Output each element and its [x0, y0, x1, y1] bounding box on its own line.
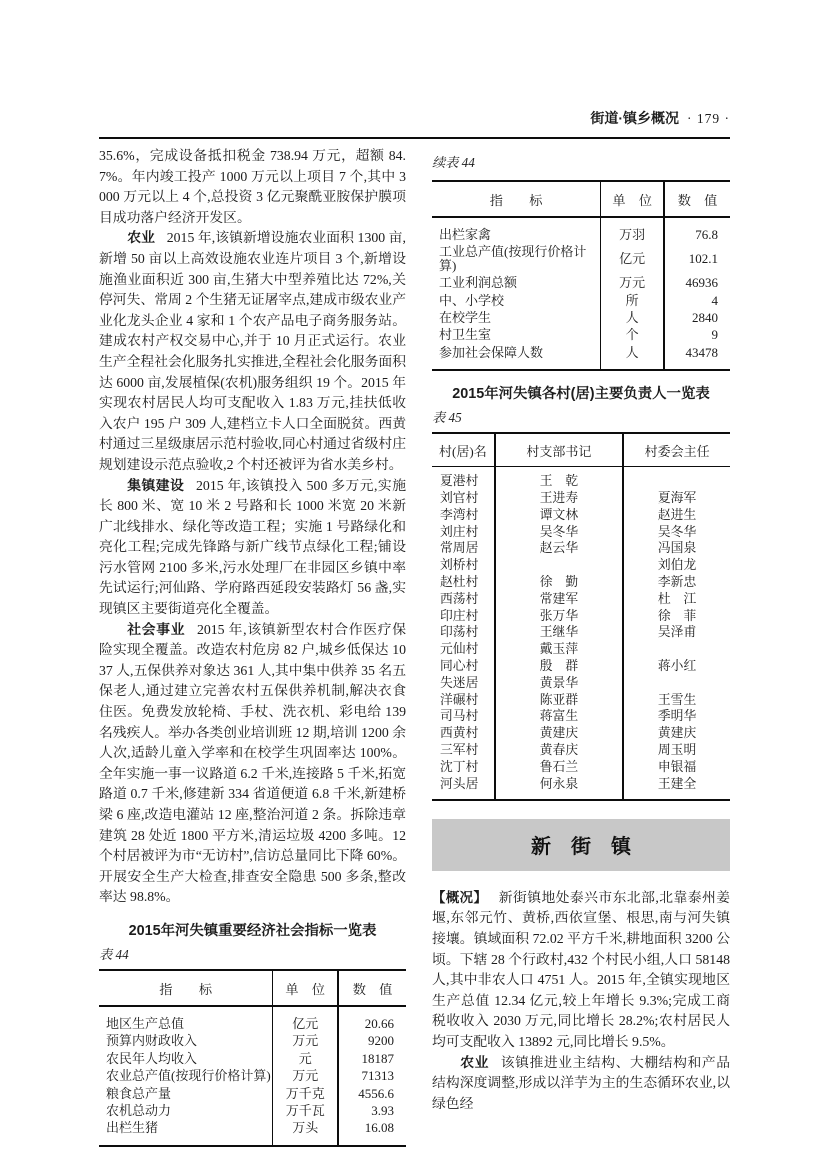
table-cell: 76.8: [695, 227, 718, 242]
table-cell: 9200: [368, 1033, 394, 1049]
table-cell: 李新忠: [657, 575, 697, 590]
table-cell: 刘伯龙: [657, 558, 697, 573]
table-header-row: [432, 433, 730, 467]
table-cell: 吴泽甫: [657, 625, 697, 640]
table-header: [432, 181, 730, 217]
table-cell: 黄建庆: [495, 725, 623, 742]
table-cell: 18187: [361, 1050, 394, 1066]
table-cell: 徐 菲: [657, 608, 697, 623]
table-cell: 常建军: [495, 591, 623, 608]
table-cell: 参加社会保障人数: [432, 344, 601, 370]
table-cell: 71313: [361, 1068, 394, 1084]
table-44-caption: 表 44: [99, 946, 129, 962]
table-cell: 4556.6: [358, 1085, 394, 1101]
table-cell: 46936: [685, 275, 718, 291]
column-header-unit: 单 位: [273, 970, 338, 1006]
table-cell: 何永泉: [495, 776, 623, 800]
page-header: [99, 108, 730, 139]
table-row: [432, 658, 730, 675]
table-cell: 20.66: [364, 1015, 394, 1031]
table-cell: 预算内财政收入: [99, 1032, 273, 1049]
table-row: [432, 742, 730, 759]
table-cell: 万头: [273, 1119, 338, 1145]
table-cell: 刘桥村: [432, 557, 495, 574]
table-row: [99, 1050, 406, 1067]
table-45-caption: 表 45: [432, 410, 462, 426]
paragraph-label: 集镇建设: [127, 477, 185, 493]
table-header-row: [99, 970, 406, 1006]
table-cell: 农民年人均收入: [99, 1050, 273, 1067]
table-cell: 杜 江: [657, 591, 697, 606]
table-cell: 102.1: [688, 251, 718, 267]
table-row: [432, 326, 730, 343]
table-cell: 中、小学校: [432, 292, 601, 309]
table-cell: 冯国泉: [657, 541, 697, 556]
table-cell: 粮食总产量: [99, 1085, 273, 1102]
table-cell: 申银福: [657, 759, 697, 774]
table-cell: 人: [601, 309, 664, 326]
table-44-title: 2015年河失镇重要经济社会指标一览表: [128, 922, 377, 939]
table-row: [99, 1085, 406, 1102]
table-cell: 出栏生猪: [99, 1119, 273, 1145]
paragraph-continuation: [99, 146, 406, 228]
paragraph-agriculture: [99, 228, 406, 475]
table-cell: 西荡村: [432, 591, 495, 608]
table-cell: 李湾村: [432, 507, 495, 524]
table-cell: 夏海军: [657, 491, 697, 506]
paragraph-overview: [432, 888, 730, 1053]
table-cell: 43478: [685, 344, 718, 360]
table-cell: 万千瓦: [273, 1102, 338, 1119]
table-cell: 沈丁村: [432, 759, 495, 776]
right-column: [432, 146, 730, 1147]
table-row: [432, 541, 730, 558]
table-cell: 王继华: [495, 625, 623, 642]
table-cell: 万元: [273, 1067, 338, 1084]
table-cell: 陈亚群: [495, 692, 623, 709]
table-cell: 西黄村: [432, 725, 495, 742]
table-cell: 万元: [601, 274, 664, 291]
table-row: [99, 1067, 406, 1084]
table-44-continued-caption: 续表 44: [432, 155, 475, 170]
table-cell: 河头居: [432, 776, 495, 800]
section-banner-xinjie-town: [432, 819, 730, 871]
table-cell: 出栏家禽: [432, 217, 601, 243]
table-cell: 亿元: [601, 243, 664, 274]
table-cell: 同心村: [432, 658, 495, 675]
page-content: [99, 108, 730, 1147]
table-row: [432, 675, 730, 692]
table-row: [432, 608, 730, 625]
table-row: [99, 1119, 406, 1145]
table-cell: 黄建庆: [657, 726, 697, 741]
table-cell: 黄春庆: [495, 742, 623, 759]
table-cell: 王进寿: [495, 490, 623, 507]
running-head-section: 街道·镇乡概况: [590, 110, 679, 126]
table-cell: 夏港村: [432, 467, 495, 491]
table-row: [432, 641, 730, 658]
paragraph-label: 社会事业: [127, 621, 186, 637]
table-row: [432, 709, 730, 726]
table-cell: 印荡村: [432, 625, 495, 642]
table-cell: 王雪生: [657, 692, 697, 707]
table-cell: 村卫生室: [432, 326, 601, 343]
column-header-committee-director: 村委会主任: [623, 433, 730, 467]
table-cell: 万羽: [601, 217, 664, 243]
paragraph-label: 农业: [127, 230, 156, 246]
table-cell: 地区生产总值: [99, 1006, 273, 1032]
table-cell: 周玉明: [657, 743, 697, 757]
table-row: [432, 759, 730, 776]
table-cell: 个: [601, 326, 664, 343]
table-row: [432, 274, 730, 291]
table-cell: [623, 641, 730, 658]
table-cell: [623, 675, 730, 692]
table-cell: 失迷居: [432, 675, 495, 692]
left-column: [99, 146, 406, 1147]
paragraph-text: 新街镇地处泰兴市东北部,北靠泰州姜堰,东邻元竹、黄桥,西依宣堡、根思,南与河失镇接壤。镇域面积 72.02 平方千米,耕地面积 3200 公顷。下辖 28 个行政村,432 个村民小组,人口 58148 人,其中非农人口 4751 人。2015 年,全镇实现地区生产总值 12.34 亿元,较上年增长 9.3%;完成工商税收收入 2030 万元,同比增长 28.2%;农村居民人均可支配收入 13892 元,同比增长 9.5%。: [432, 889, 731, 1049]
paragraph-text: 35.6%，完成设备抵扣税金 738.94 万元，超额 84.7%。年内竣工投产 1000 万元以上项目 7 个,其中 3000 万元以上 4 个,总投资 3 亿元聚酰亚胺保护膜项目成功落户经济开发区。: [99, 148, 406, 225]
paragraph-agriculture-xinjie: [432, 1053, 730, 1115]
table-row: [99, 1006, 406, 1032]
table-cell: 元: [273, 1050, 338, 1067]
table-header: [432, 433, 730, 467]
table-row: [432, 725, 730, 742]
table-row: [99, 1032, 406, 1049]
table-row: [432, 625, 730, 642]
table-cell: 2840: [692, 310, 718, 326]
column-header-value: 数 值: [664, 181, 730, 217]
paragraph-social-affairs: [99, 620, 406, 908]
table-45: [432, 432, 730, 801]
table-cell: [623, 467, 730, 491]
table-44: [99, 969, 406, 1147]
table-row: [432, 344, 730, 370]
table-cell: 刘官村: [432, 490, 495, 507]
table-row: [432, 557, 730, 574]
section-banner-title: 新 街 镇: [531, 836, 631, 859]
table-header-row: [432, 181, 730, 217]
table-cell: 农机总动力: [99, 1102, 273, 1119]
table-cell: 16.08: [364, 1120, 394, 1136]
column-header-indicator: 指 标: [99, 970, 273, 1006]
table-cell: 蒋富生: [495, 709, 623, 726]
table-row: [432, 776, 730, 800]
table-cell: 洋碾村: [432, 692, 495, 709]
table-cell: 三军村: [432, 742, 495, 759]
table-row: [432, 292, 730, 309]
table-row: [432, 574, 730, 591]
table-cell: 农业总产值(按现行价格计算): [99, 1067, 273, 1084]
table-row: [432, 524, 730, 541]
table-cell: 徐 勤: [495, 574, 623, 591]
table-cell: 赵进生: [657, 507, 697, 522]
column-header-unit: 单 位: [601, 181, 664, 217]
table-cell: 鲁石兰: [495, 759, 623, 776]
column-header-value: 数 值: [338, 970, 406, 1006]
paragraph-text: 2015 年,该镇新型农村合作医疗保险实现全覆盖。改造农村危房 82 户,城乡低保达 1037 人,五保供养对象达 361 人,其中集中供养 35 名五保老人,通过建立完善农村五保供养机制,解决衣食住医。免费发放轮椅、手杖、洗衣机、彩电给 139 名残疾人。举办各类创业培训班 12 期,培训 1200 余人次,适龄儿童入学率和在校学生巩固率达 100%。全年实施一事一议路道 6.2 千米,连接路 5 千米,拓宽路道 0.7 千米,修建新 334 省道便道 6.8 千米,新建桥梁 6 座,改造电灌站 12 座,整治河道 2 条。拆除违章建筑 28 处近 1800 平方米,清运垃圾 4200 多吨。12 个村居被评为市“无访村”,信访总量同比下降 60%。开展安全生产大检查,排查安全隐患 500 多条,整改率达 98.8%。: [99, 621, 406, 905]
table-cell: 4: [711, 292, 718, 308]
paragraph-town-construction: [99, 476, 406, 620]
table-cell: 万元: [273, 1032, 338, 1049]
table-cell: 工业总产值(按现行价格计算): [432, 243, 601, 274]
table-cell: 印庄村: [432, 608, 495, 625]
table-row: [432, 591, 730, 608]
paragraph-text: 2015 年,该镇投入 500 多万元,实施长 800 米、宽 10 米 2 号路和长 1000 米宽 20 米新广北线排水、绿化等改造工程；实施 1 号路绿化和亮化工程;完成先锋路与新广线节点绿化工程;铺设污水管网 2100 多米,污水处理厂在非园区乡镇中率先试运行;河仙路、学府路西延段安装路灯 56 盏,实现镇区主要街道亮化全覆盖。: [99, 477, 406, 617]
table-row: [432, 692, 730, 709]
table-cell: 赵云华: [495, 541, 623, 558]
table-header: [99, 970, 406, 1006]
table-cell: 元仙村: [432, 641, 495, 658]
two-column-layout: [99, 146, 730, 1147]
table-cell: 王建全: [657, 776, 697, 791]
table-cell: 殷 群: [495, 658, 623, 675]
table-row: [432, 490, 730, 507]
table-cell: 蒋小红: [657, 659, 697, 674]
table-row: [432, 507, 730, 524]
paragraph-label: 【概况】: [432, 889, 488, 905]
table-cell: 9: [711, 327, 718, 343]
table-cell: 常周居: [432, 541, 495, 558]
table-cell: 张万华: [495, 608, 623, 625]
table-cell: [495, 557, 623, 574]
table-cell: 司马村: [432, 709, 495, 726]
table-cell: 吴冬华: [657, 524, 697, 539]
table-cell: 3.93: [371, 1103, 394, 1118]
table-cell: 人: [601, 344, 664, 370]
column-header-indicator: 指 标: [432, 181, 601, 217]
table-44-continued: [432, 180, 730, 371]
table-row: [432, 243, 730, 274]
table-cell: 刘庄村: [432, 524, 495, 541]
column-header-party-secretary: 村支部书记: [495, 433, 623, 467]
table-cell: 黄景华: [495, 675, 623, 692]
table-cell: 吴冬华: [495, 524, 623, 541]
column-header-village-name: 村(居)名: [432, 433, 495, 467]
table-cell: 季明华: [657, 709, 697, 724]
table-cell: 戴玉萍: [495, 641, 623, 658]
paragraph-text: 2015 年,该镇新增设施农业面积 1300 亩,新增 50 亩以上高效设施农业连片项目 3 个,新增设施渔业面积近 300 亩,生猪大中型养殖比达 72%,关停河失、常周 2 个生猪无证屠宰点,建成市级农业产业化龙头企业 4 家和 1 个农产品电子商务服务站。建成农村产权交易中心,并于 10 月正式运行。农业生产全程社会化服务扎实推进,全程社会化服务面积达 6000 亩,发展植保(农机)服务组织 19 个。2015 年实现农村居民人均可支配收入 1.83 万元,挂扶低收入农户 195 户 309 人,建档立卡人口全面脱贫。西黄村通过三星级康居示范村验收,同心村通过省级村庄规划建设示范点验收,2 个村还被评为省水美乡村。: [99, 230, 406, 472]
table-cell: 所: [601, 292, 664, 309]
paragraph-label: 农业: [460, 1054, 490, 1070]
table-45-title: 2015年河失镇各村(居)主要负责人一览表: [452, 386, 710, 403]
table-row: [432, 467, 730, 491]
paragraph-text: 该镇推进业主结构、大棚结构和产品结构深度调整,形成以洋芋为主的生态循环农业,以绿色经: [432, 1054, 731, 1111]
table-row: [432, 309, 730, 326]
table-cell: 万千克: [273, 1085, 338, 1102]
page-number: · 179 ·: [687, 111, 730, 126]
table-cell: 谭文林: [495, 507, 623, 524]
table-cell: 亿元: [273, 1006, 338, 1032]
table-cell: 赵杜村: [432, 574, 495, 591]
table-cell: 王 乾: [495, 467, 623, 491]
table-row: [432, 217, 730, 243]
table-body: [432, 467, 730, 800]
table-body: [99, 1006, 406, 1146]
table-cell: 工业利润总额: [432, 274, 601, 291]
table-row: [99, 1102, 406, 1119]
table-cell: 在校学生: [432, 309, 601, 326]
table-body: [432, 217, 730, 370]
